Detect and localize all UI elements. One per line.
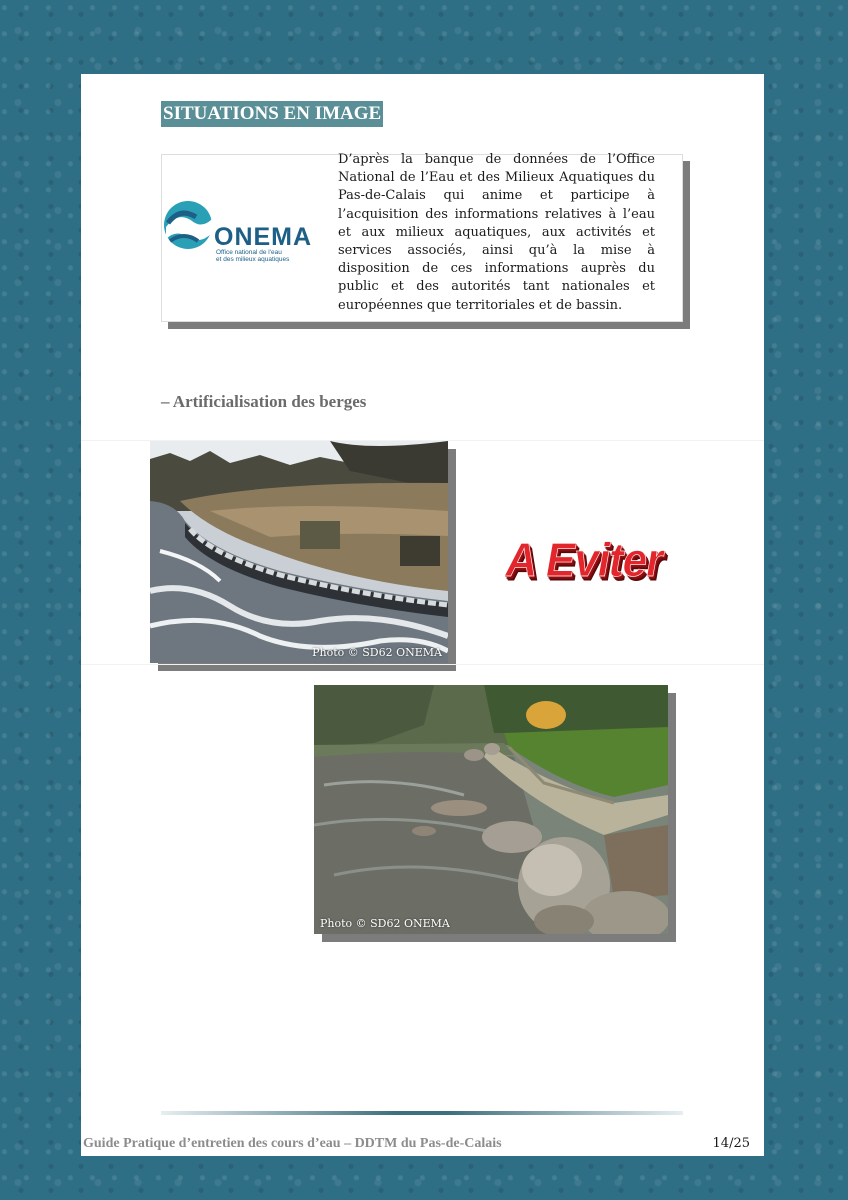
onema-wave-icon [162,197,214,253]
footer-document-title: Guide Pratique d’entretien des cours d’eau – DDTM du Pas-de-Calais [83,1136,502,1151]
page-number: 14/25 [712,1136,750,1151]
logo-subtitle [216,249,324,263]
onema-logo [162,197,324,267]
logo-subtitle-line2: et des milieux aquatiques [216,256,290,263]
subsection-title: – Artificialisation des berges [161,392,367,411]
footer-rule [161,1111,683,1115]
divider [81,664,764,665]
onema-info-box [161,154,683,322]
intro-paragraph: D’après la banque de données de l’Office National de l’Eau et des Milieux Aquatiques du Pas-de-Calais qui anime et participe à l’acquisition des informations relatives à l’eau et aux milieux aquatiques, aux activités et services associés, ainsi qu’à la mise à disposition de ces informations auprès du public et des autorités tant nationales et européennes que territoriales et de bassin. [338,152,655,313]
photo-sheet-piling [150,441,448,663]
river-photo-1 [150,441,448,663]
logo-subtitle-line1: Office national de l'eau [216,249,282,256]
a-eviter-stamp: A Eviter [501,534,668,587]
section-title: SITUATIONS EN IMAGE [161,101,383,127]
river-photo-2 [314,685,668,934]
document-page [81,74,764,1156]
photo-riprap-bank [314,685,668,934]
logo-name: ONEMA [214,223,313,251]
photo-1-caption: Photo © SD62 ONEMA [312,646,442,659]
photo-2-caption: Photo © SD62 ONEMA [320,917,450,930]
